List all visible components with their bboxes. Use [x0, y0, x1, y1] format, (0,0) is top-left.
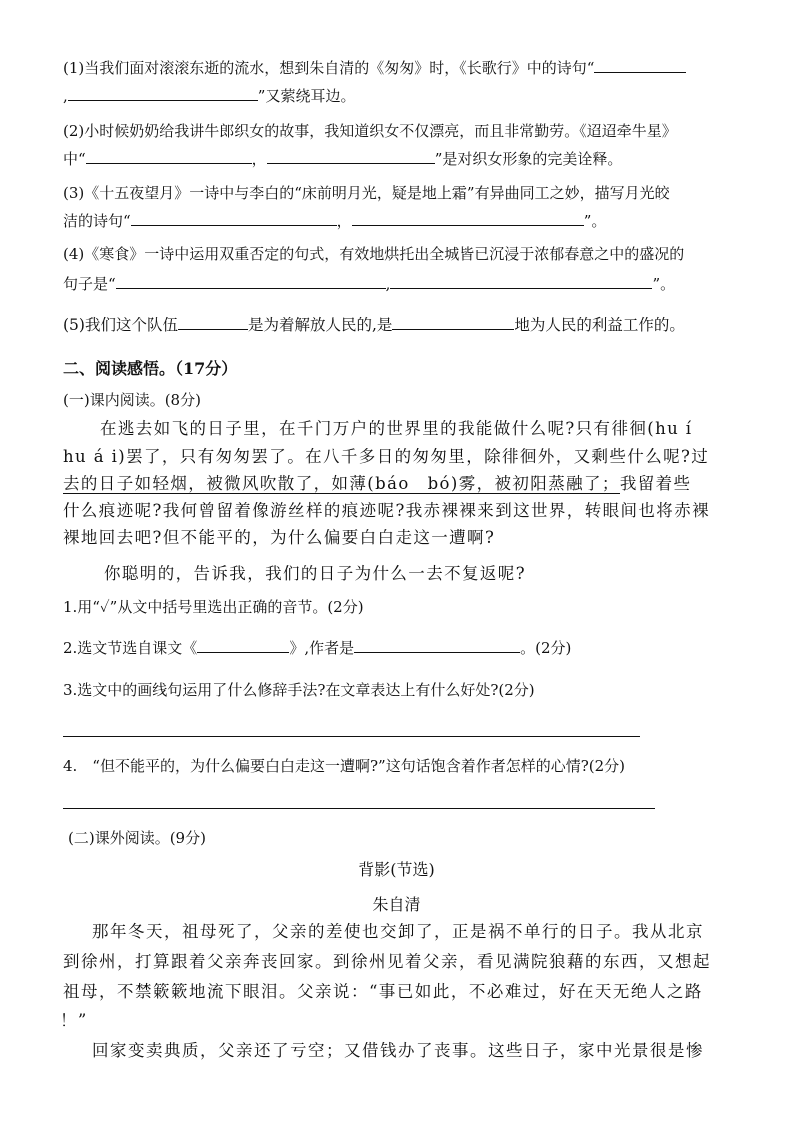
- q5-blank-2[interactable]: [392, 315, 514, 330]
- passage2-line4: ！”: [60, 1011, 88, 1030]
- passage2-line2: 到徐州，打算跟着父亲奔丧回家。到徐州见着父亲，看见满院狼藉的东西，又想起: [63, 952, 711, 971]
- reading-q1: 1.用“✓”从文中括号里选出正确的音节。(2分): [63, 598, 364, 616]
- passage2-line1: 那年冬天，祖母死了，父亲的差使也交卸了，正是祸不单行的日子。我从北京: [92, 922, 704, 941]
- passage1-line3-rest: 我留着些: [619, 474, 692, 493]
- q1-text-b: ,: [63, 87, 68, 105]
- passage2-line5: 回家变卖典质，父亲还了亏空；又借钱办了丧事。这些日子，家中光景很是惨: [92, 1041, 704, 1060]
- q4-text-d: ”。: [652, 275, 676, 293]
- q4-blank-2[interactable]: [390, 274, 652, 289]
- q2-blank-1[interactable]: [86, 149, 252, 164]
- underlined-sentence: 去的日子如轻烟，被微风吹散了，如薄(báo bó)雾，被初阳蒸融了；: [63, 474, 620, 493]
- q1-blank-1[interactable]: [594, 58, 686, 73]
- q3-line2: [63, 211, 606, 231]
- q2-text-a: (2)小时候奶奶给我讲牛郎织女的故事，我知道织女不仅漂亮，而且非常勤劳。《迢迢牵牛星》: [63, 122, 677, 140]
- subsection-1-label: (一)课内阅读。(8分): [63, 391, 201, 409]
- reading-q4: 4. “但不能平的，为什么偏要白白走这一遭啊?”这句话饱含着作者怎样的心情?(2分): [63, 757, 625, 775]
- q4-line2: [63, 274, 675, 294]
- q3-text-a: (3)《十五夜望月》一诗中与李白的“床前明月光，疑是地上霜”有异曲同工之妙，描写月光皎: [63, 184, 670, 202]
- q4-blank-1[interactable]: [116, 274, 386, 289]
- q1-text-c: ”又萦绕耳边。: [257, 87, 356, 105]
- q2-text-c: ，: [251, 150, 267, 168]
- q1-text-a: (1)当我们面对滚滚东逝的流水，想到朱自清的《匆匆》时，《长歌行》中的诗句“: [63, 59, 595, 77]
- passage1-line4: 什么痕迹呢?我何曾留着像游丝样的痕迹呢?我赤裸裸来到这世界，转眼间也将赤裸: [63, 501, 710, 520]
- q3-text-d: ”。: [583, 212, 607, 230]
- q5-blank-1[interactable]: [178, 315, 248, 330]
- q3-text-c: ，: [336, 212, 352, 230]
- reading-q2-text-c: 。(2分): [520, 639, 572, 657]
- reading-q2-text-a: 2.选文节选自课文《: [63, 639, 198, 657]
- passage1-line6: 你聪明的，告诉我，我们的日子为什么一去不复返呢?: [104, 564, 526, 583]
- reading-q2-blank-2[interactable]: [354, 638, 520, 653]
- q5-text-c: 地为人民的利益工作的。: [514, 316, 685, 334]
- section-heading: 二、阅读感悟。（17分）: [63, 359, 238, 378]
- passage1-line1: 在逃去如飞的日子里，在千门万户的世界里的我能做什么呢?只有徘徊(hu í: [100, 419, 693, 438]
- reading-q2-blank-1[interactable]: [197, 638, 289, 653]
- q5-text-a: (5)我们这个队伍: [63, 316, 178, 334]
- q5-text-b: 是为着解放人民的,是: [247, 316, 393, 334]
- subsection-2-label: (二)课外阅读。(9分): [68, 829, 206, 847]
- reading-q2: [63, 638, 571, 658]
- answer-line-q4[interactable]: [63, 808, 655, 809]
- q2-line2: [63, 149, 622, 169]
- q4-line1: [63, 244, 684, 264]
- q1-blank-2[interactable]: [68, 86, 258, 101]
- q3-blank-2[interactable]: [352, 211, 584, 226]
- passage2-title: 背影(节选): [358, 860, 435, 879]
- passage2-author: 朱自清: [372, 895, 421, 914]
- passage1-line2: hu á i)罢了，只有匆匆罢了。在八千多日的匆匆里，除徘徊外，又剩些什么呢?过: [63, 447, 710, 466]
- q4-text-a: (4)《寒食》一诗中运用双重否定的句式，有效地烘托出全城皆已沉浸于浓郁春意之中的盛况的: [63, 245, 685, 263]
- q4-text-b: 句子是“: [63, 275, 116, 293]
- reading-q2-text-b: 》,作者是: [289, 639, 355, 657]
- passage2-line3: 祖母，不禁簌簌地流下眼泪。父亲说：“事已如此，不必难过，好在天无绝人之路: [63, 982, 703, 1001]
- q3-text-b: 洁的诗句“: [63, 212, 131, 230]
- answer-line-q3[interactable]: [63, 736, 640, 737]
- q2-line1: [63, 121, 677, 141]
- q5-line: [63, 315, 685, 335]
- passage1-line5: 裸地回去吧?但不能平的，为什么偏要白白走这一遭啊?: [63, 528, 496, 547]
- passage1-line3: [63, 473, 691, 495]
- q3-blank-1[interactable]: [131, 211, 337, 226]
- q2-text-d: ”是对织女形象的完美诠释。: [434, 150, 623, 168]
- q3-line1: [63, 183, 670, 203]
- q4-text-c: ,: [385, 275, 391, 293]
- q1-line1: [63, 58, 686, 78]
- q2-text-b: 中“: [63, 150, 86, 168]
- q1-line2: [63, 86, 355, 106]
- q2-blank-2[interactable]: [267, 149, 435, 164]
- reading-q3: 3.选文中的画线句运用了什么修辞手法?在文章表达上有什么好处?(2分): [63, 681, 535, 699]
